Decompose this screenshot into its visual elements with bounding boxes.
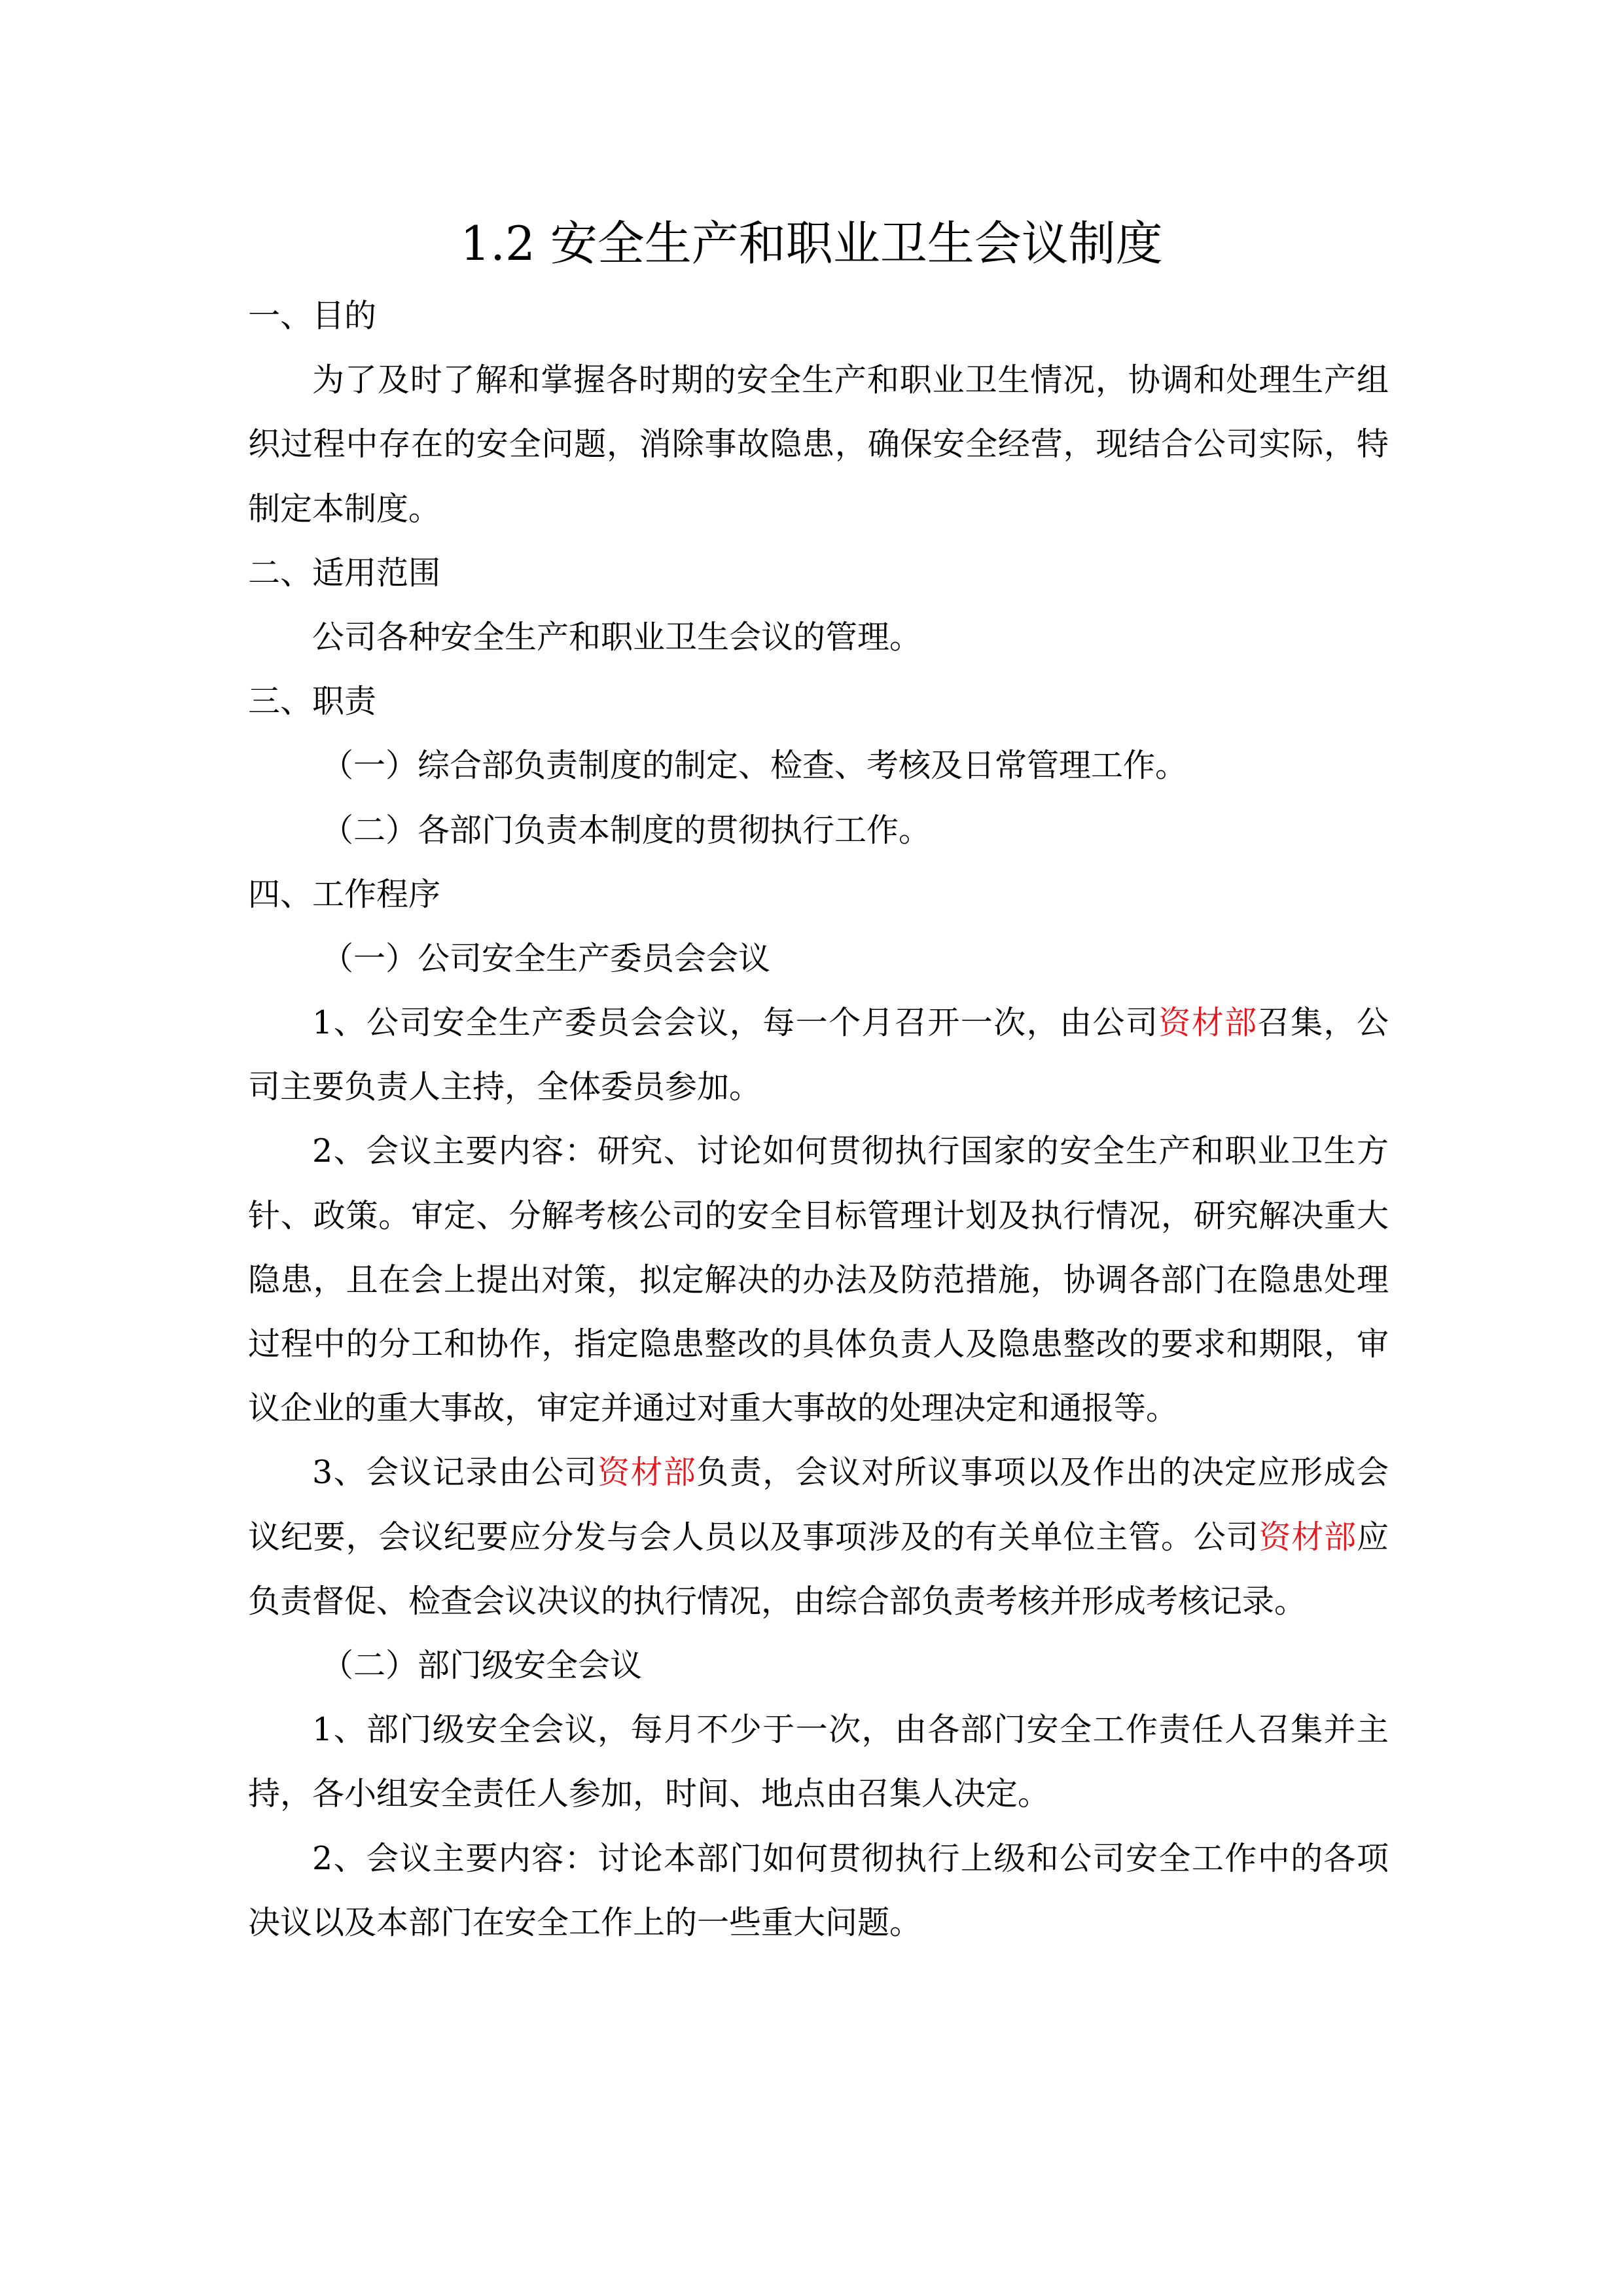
section-heading-scope: 二、适用范围 — [248, 554, 441, 592]
highlighted-dept: 资材部 — [1158, 1004, 1258, 1042]
paragraph-line: 决议以及本部门在安全工作上的一些重大问题。 — [248, 1903, 922, 1941]
subsection-heading: （二）部门级安全会议 — [321, 1646, 643, 1684]
paragraph-line — [248, 1505, 1389, 1570]
paragraph-line: 公司各种安全生产和职业卫生会议的管理。 — [312, 618, 922, 656]
paragraph-line: 司主要负责人主持，全体委员参加。 — [248, 1068, 762, 1106]
text: 3、会议记录由公司 — [312, 1454, 598, 1492]
paragraph-line: 为了及时了解和掌握各时期的安全生产和职业卫生情况，协调和处理生产组 — [312, 361, 1389, 399]
paragraph-line: 2、会议主要内容：研究、讨论如何贯彻执行国家的安全生产和职业卫生方 — [312, 1132, 1389, 1170]
section-heading-purpose: 一、目的 — [248, 297, 377, 334]
highlighted-dept: 资材部 — [1258, 1518, 1357, 1556]
text: 议纪要，会议纪要应分发与会人员以及事项涉及的有关单位主管。公司 — [248, 1518, 1259, 1556]
text: 1、公司安全生产委员会会议，每一个月召开一次，由公司 — [312, 1004, 1159, 1042]
page-title: 1.2 安全生产和职业卫生会议制度 — [460, 216, 1163, 271]
paragraph-line: 过程中的分工和协作，指定隐患整改的具体负责人及隐患整改的要求和期限，审 — [248, 1325, 1389, 1363]
section-heading-procedure: 四、工作程序 — [248, 875, 441, 913]
paragraph-line: 议企业的重大事故，审定并通过对重大事故的处理决定和通报等。 — [248, 1390, 1179, 1427]
text: 应 — [1356, 1518, 1389, 1556]
duty-item: （二）各部门负责本制度的贯彻执行工作。 — [321, 811, 931, 849]
paragraph-line: 隐患，且在会上提出对策，拟定解决的办法及防范措施，协调各部门在隐患处理 — [248, 1261, 1389, 1299]
paragraph-line: 制定本制度。 — [248, 490, 441, 528]
subsection-heading: （一）公司安全生产委员会会议 — [321, 939, 771, 977]
section-heading-duties: 三、职责 — [248, 683, 377, 721]
text: 负责，会议对所议事项以及作出的决定应形成会 — [696, 1454, 1389, 1492]
highlighted-dept: 资材部 — [597, 1454, 697, 1492]
paragraph-line: 负责督促、检查会议决议的执行情况，由综合部负责考核并形成考核记录。 — [248, 1582, 1307, 1620]
paragraph-line: 持，各小组安全责任人参加，时间、地点由召集人决定。 — [248, 1775, 1050, 1813]
text: 召集，公 — [1257, 1004, 1389, 1042]
paragraph-line: 织过程中存在的安全问题，消除事故隐患，确保安全经营，现结合公司实际，特 — [248, 425, 1389, 463]
paragraph-line: 2、会议主要内容：讨论本部门如何贯彻执行上级和公司安全工作中的各项 — [312, 1839, 1389, 1877]
document-body — [248, 284, 1389, 1955]
paragraph-line — [248, 1441, 1389, 1505]
paragraph-line: 针、政策。审定、分解考核公司的安全目标管理计划及执行情况，研究解决重大 — [248, 1196, 1389, 1234]
paragraph-line — [248, 991, 1389, 1055]
paragraph-line: 1、部门级安全会议，每月不少于一次，由各部门安全工作责任人召集并主 — [312, 1711, 1389, 1749]
duty-item: （一）综合部负责制度的制定、检查、考核及日常管理工作。 — [321, 747, 1188, 785]
